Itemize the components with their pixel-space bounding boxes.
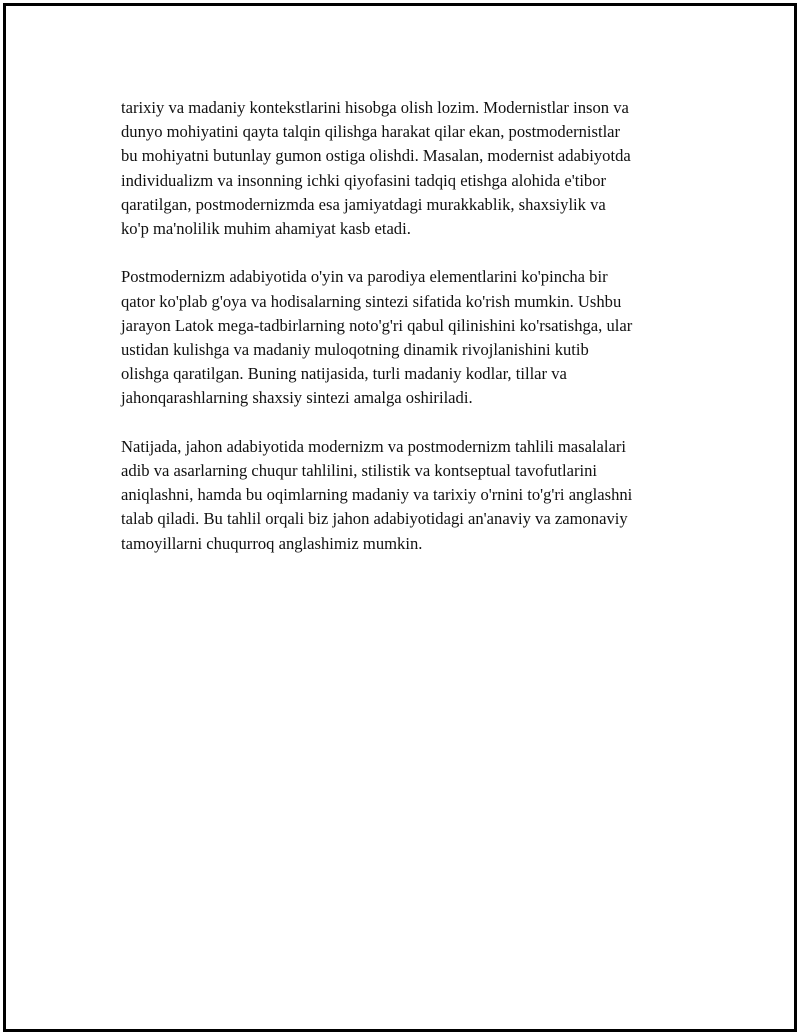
text-line: ustidan kulishga va madaniy muloqotning dinamik rivojlanishini kutib [121, 340, 589, 360]
paragraph-3 [121, 435, 701, 556]
page-frame [3, 3, 797, 1032]
text-line: Natijada, jahon adabiyotida modernizm va postmodernizm tahlili masalalari [121, 436, 627, 456]
text-line: aniqlashni, hamda bu oqimlarning madaniy va tarixiy o'rnini to'g'ri anglashni [121, 485, 633, 505]
paragraph-2 [121, 265, 701, 410]
text-line: adib va asarlarning chuqur tahlilini, stilistik va kontseptual tavofutlarini [121, 461, 598, 481]
text-line: dunyo mohiyatini qayta talqin qilishga harakat qilar ekan, postmodernistlar [121, 122, 621, 142]
text-line: tamoyillarni chuqurroq anglashimiz mumkin. [121, 533, 423, 553]
text-line: olishga qaratilgan. Buning natijasida, turli madaniy kodlar, tillar va [121, 364, 567, 384]
text-line: jarayon Latok mega-tadbirlarning noto'g'ri qabul qilinishini ko'rsatishga, ular [121, 315, 633, 335]
text-line: jahonqarashlarning shaxsiy sintezi amalga oshiriladi. [121, 388, 473, 408]
text-line: bu mohiyatni butunlay gumon ostiga olishdi. Masalan, modernist adabiyotda [121, 146, 631, 166]
text-line: Postmodernizm adabiyotida o'yin va parodiya elementlarini ko'pincha bir [121, 267, 608, 287]
text-line: talab qiladi. Bu tahlil orqali biz jahon adabiyotidagi an'anaviy va zamonaviy [121, 509, 628, 529]
text-line: individualizm va insonning ichki qiyofasini tadqiq etishga alohida e'tibor [121, 170, 607, 190]
document-body [121, 96, 701, 580]
text-line: qaratilgan, postmodernizmda esa jamiyatdagi murakkablik, shaxsiylik va [121, 194, 606, 214]
text-line: ko'p ma'nolilik muhim ahamiyat kasb etadi. [121, 219, 411, 239]
paragraph-1 [121, 96, 701, 241]
text-line: tarixiy va madaniy kontekstlarini hisobga olish lozim. Modernistlar inson va [121, 98, 629, 117]
text-line: qator ko'plab g'oya va hodisalarning sintezi sifatida ko'rish mumkin. Ushbu [121, 291, 622, 311]
